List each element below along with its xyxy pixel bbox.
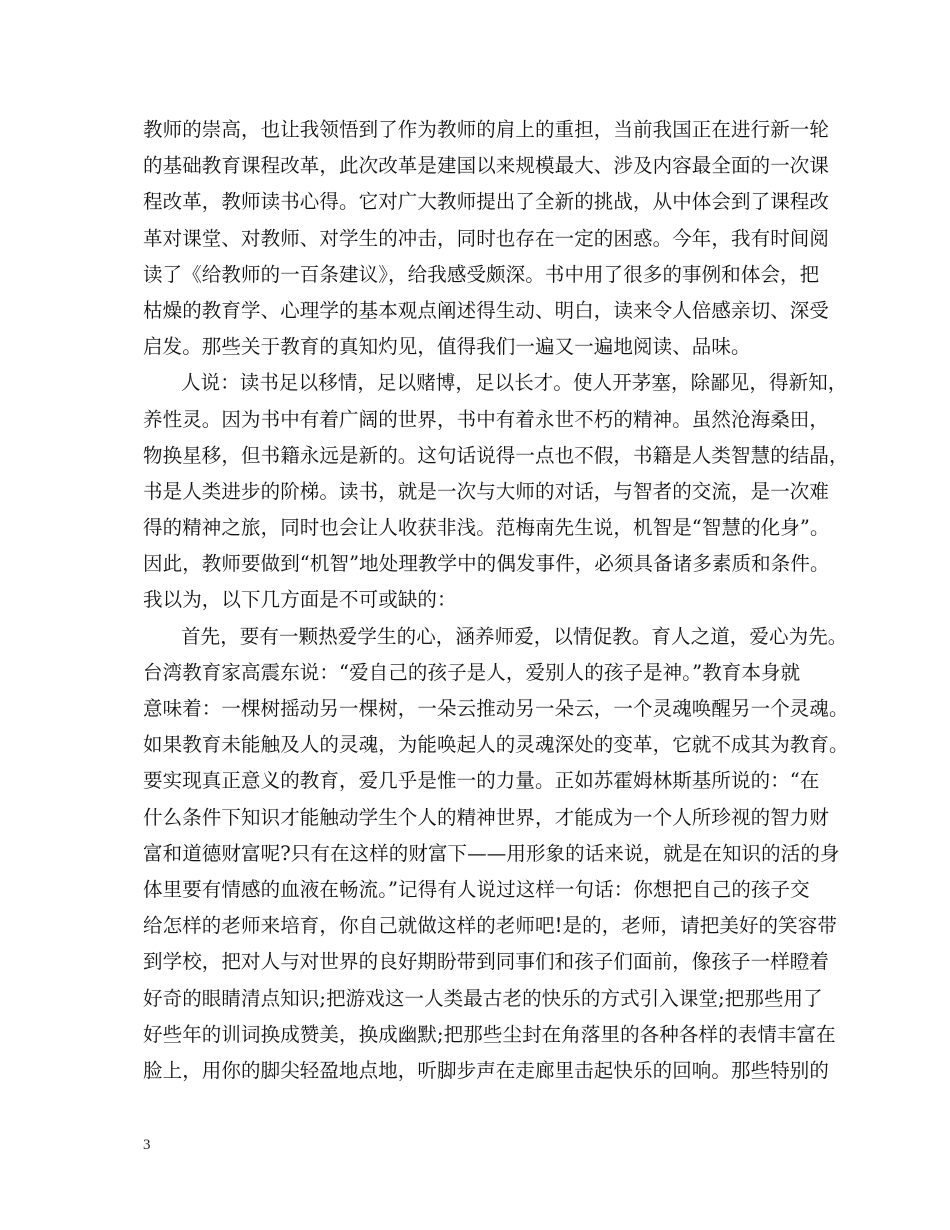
paragraph-first-line: 人说：读书足以移情，足以赌博，足以长才。使人开茅塞，除鄙见，得新知， <box>181 371 848 395</box>
text-line: 读了《给教师的一百条建议》，给我感受颇深。书中用了很多的事例和体会，把 <box>143 262 820 286</box>
text-line: 到学校，把对人与对世界的良好期盼带到同事们和孩子们面前，像孩子一样瞪着 <box>143 950 830 974</box>
text-line: 台湾教育家高震东说：“爱自己的孩子是人，爱别人的孩子是神。”教育本身就 <box>143 660 801 684</box>
text-line: 程改革，教师读书心得。它对广大教师提出了全新的挑战，从中体会到了课程改 <box>143 190 830 214</box>
text-line: 好些年的训词换成赞美，换成幽默;把那些尘封在角落里的各种各样的表情丰富在 <box>143 1022 836 1046</box>
text-line: 什么条件下知识才能触动学生个人的精神世界，才能成为一个人所珍视的智力财 <box>143 805 830 829</box>
text-line: 革对课堂、对教师、对学生的冲击，同时也存在一定的困惑。今年，我有时间阅 <box>143 226 830 250</box>
text-line: 因此，教师要做到“机智”地处理教学中的偶发事件，必须具备诸多素质和条件。 <box>143 552 830 576</box>
text-line: 富和道德财富呢?只有在这样的财富下——用形象的话来说，就是在知识的活的身 <box>143 841 840 865</box>
page-number: 3 <box>143 1137 151 1153</box>
text-line: 的基础教育课程改革，此次改革是建国以来规模最大、涉及内容最全面的一次课 <box>143 154 830 178</box>
text-line: 启发。那些关于教育的真知灼见，值得我们一遍又一遍地阅读、品味。 <box>143 335 751 359</box>
text-line: 书是人类进步的阶梯。读书，就是一次与大师的对话，与智者的交流，是一次难 <box>143 479 830 503</box>
body-text <box>143 112 849 1089</box>
text-line: 好奇的眼睛清点知识;把游戏这一人类最古老的快乐的方式引入课堂;把那些用了 <box>143 986 823 1010</box>
text-line: 养性灵。因为书中有着广阔的世界，书中有着永世不朽的精神。虽然沧海桑田， <box>143 407 830 431</box>
text-line: 得的精神之旅，同时也会让人收获非浅。范梅南先生说，机智是“智慧的化身”。 <box>143 516 830 540</box>
text-line: 要实现真正意义的教育，爱几乎是惟一的力量。正如苏霍姆林斯基所说的：“在 <box>143 769 820 793</box>
text-line: 物换星移，但书籍永远是新的。这句话说得一点也不假，书籍是人类智慧的结晶， <box>143 443 849 467</box>
text-line: 我以为，以下几方面是不可或缺的： <box>143 588 457 612</box>
text-line: 教师的崇高，也让我领悟到了作为教师的肩上的重担，当前我国正在进行新一轮 <box>143 118 830 141</box>
text-line: 意味着：一棵树摇动另一棵树，一朵云推动另一朵云，一个灵魂唤醒另一个灵魂。 <box>143 697 849 720</box>
text-line: 给怎样的老师来培育，你自己就做这样的老师吧!是的，老师，请把美好的笑容带 <box>143 914 837 938</box>
text-line: 脸上，用你的脚尖轻盈地点地，听脚步声在走廊里击起快乐的回响。那些特别的 <box>143 1058 830 1082</box>
text-line: 体里要有情感的血液在畅流。”记得有人说过这样一句话：你想把自己的孩子交 <box>143 877 810 901</box>
text-line: 枯燥的教育学、心理学的基本观点阐述得生动、明白，读来令人倍感亲切、深受 <box>143 298 830 322</box>
paragraph-first-line: 首先，要有一颗热爱学生的心，涵养师爱，以情促教。育人之道，爱心为先。 <box>181 624 848 648</box>
text-line: 如果教育未能触及人的灵魂，为能唤起人的灵魂深处的变革，它就不成其为教育。 <box>143 733 849 757</box>
